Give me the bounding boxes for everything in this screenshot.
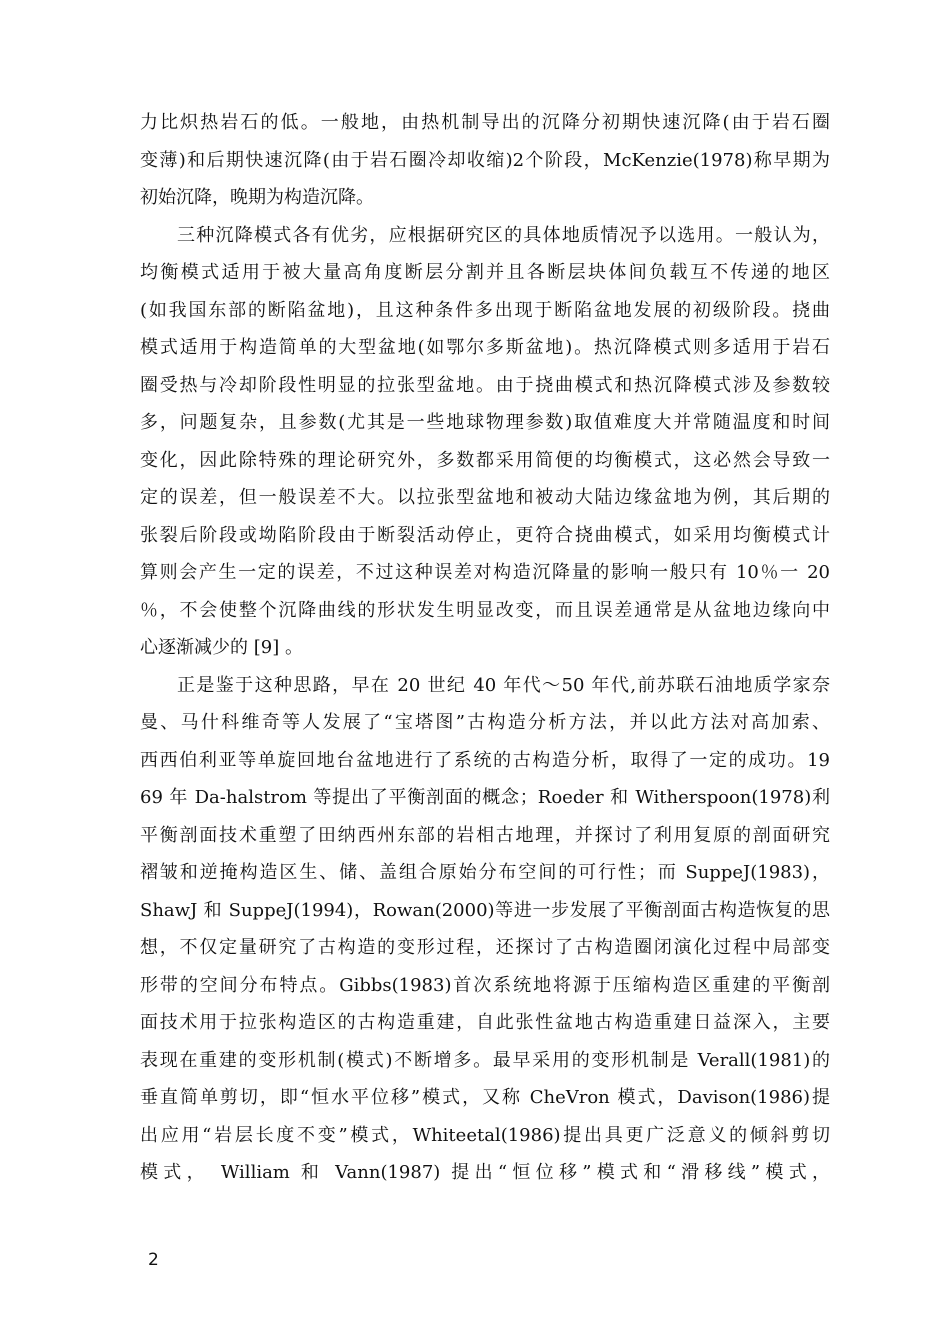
text-line: 圈受热与冷却阶段性明显的拉张型盆地。由于挠曲模式和热沉降模式涉及参数较 [140,374,830,396]
page-number: 2 [148,1250,159,1270]
text-line: 表现在重建的变形机制(模式)不断增多。最早采用的变形机制是 Verall(1981)的 [140,1049,830,1071]
text-line: 算则会产生一定的误差，不过这种误差对构造沉降量的影响一般只有 10％一 20 [140,562,830,583]
text-line: 西西伯利亚等单旋回地台盆地进行了系统的古构造分析，取得了一定的成功。19 [140,749,830,771]
text-line: 面技术用于拉张构造区的古构造重建，自此张性盆地古构造重建日益深入，主要 [140,1012,830,1033]
text-line: 定的误差，但一般误差不大。以拉张型盆地和被动大陆边缘盆地为例，其后期的 [140,487,830,508]
text-line: 平衡剖面技术重塑了田纳西州东部的岩相古地理，并探讨了利用复原的剖面研究 [140,824,830,846]
text-line: 变薄)和后期快速沉降(由于岩石圈冷却收缩)2个阶段，McKenzie(1978)称早期为 [140,149,830,171]
text-line: 正是鉴于这种思路，早在 20 世纪 40 年代～50 年代,前苏联石油地质学家奈 [177,674,830,696]
text-line: 多，问题复杂，且参数(尤其是一些地球物理参数)取值难度大并常随温度和时间 [140,412,830,433]
text-line: 模式， William 和 Vann(1987) 提出“恒位移”模式和“滑移线”模式， [140,1162,830,1183]
text-line: ％，不会使整个沉降曲线的形状发生明显改变，而且误差通常是从盆地边缘向中 [140,599,830,621]
text-line: 想，不仅定量研究了古构造的变形过程，还探讨了古构造圈闭演化过程中局部变 [140,937,830,958]
text-line: (如我国东部的断陷盆地)，且这种条件多出现于断陷盆地发展的初级阶段。挠曲 [140,299,830,321]
text-line: 垂直简单剪切，即“恒水平位移”模式，又称 CheVron 模式，Davison(1986)提 [140,1087,830,1108]
text-line: 69 年 Da-halstrom 等提出了平衡剖面的概念；Roeder 和 Witherspoon(1978)利 [140,787,830,808]
text-line: 形带的空间分布特点。Gibbs(1983)首次系统地将源于压缩构造区重建的平衡剖 [140,974,830,996]
text-line: 初始沉降，晚期为构造沉降。 [140,187,374,208]
text-line: ShawJ 和 SuppeJ(1994)，Rowan(2000)等进一步发展了平衡剖面古构造恢复的思 [140,899,830,921]
text-line: 心逐渐减少的 [9] 。 [140,637,303,658]
text-line: 三种沉降模式各有优劣，应根据研究区的具体地质情况予以选用。一般认为， [177,224,830,246]
text-line: 褶皱和逆掩构造区生、储、盖组合原始分布空间的可行性；而 SuppeJ(1983)， [140,862,830,883]
text-line: 张裂后阶段或坳陷阶段由于断裂活动停止，更符合挠曲模式，如采用均衡模式计 [140,524,830,546]
text-line: 力比炽热岩石的低。一般地，由热机制导出的沉降分初期快速沉降(由于岩石圈 [140,112,830,133]
text-line: 均衡模式适用于被大量高角度断层分割并且各断层块体间负载互不传递的地区 [140,262,830,283]
body-text [140,104,830,1192]
text-line: 出应用“岩层长度不变”模式，Whiteetal(1986)提出具更广泛意义的倾斜剪切 [140,1124,830,1146]
text-line: 曼、马什科维奇等人发展了“宝塔图”古构造分析方法，并以此方法对高加索、 [140,712,830,733]
text-line: 模式适用于构造简单的大型盆地(如鄂尔多斯盆地)。热沉降模式则多适用于岩石 [140,337,830,358]
text-line: 变化，因此除特殊的理论研究外，多数都采用简便的均衡模式，这必然会导致一 [140,449,830,471]
